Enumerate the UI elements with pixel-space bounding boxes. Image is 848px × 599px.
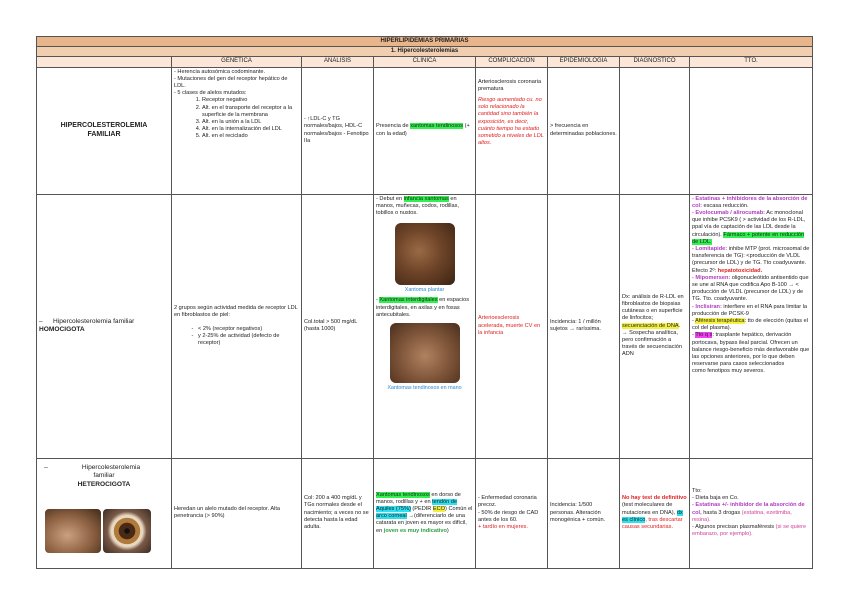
document-page bbox=[36, 36, 812, 569]
row-heading-bold: HETEROCIGOTA bbox=[77, 480, 131, 488]
drug-heading: - Estatinas + inhibidores de la absorción de col: bbox=[692, 195, 808, 209]
title-row bbox=[37, 37, 813, 47]
header-clinica: CLÍNICA bbox=[374, 57, 476, 67]
cell-complicacion-familiar bbox=[476, 67, 548, 194]
highlight-text: Aféresis terapéutica bbox=[695, 318, 745, 325]
text-fragment: en dorso de manos, rodillas y + en bbox=[376, 491, 461, 505]
row-heading-line: familiar bbox=[93, 472, 115, 480]
cell-diagnostico-homocigota bbox=[620, 194, 690, 458]
green-note: joven es muy indicativo bbox=[383, 527, 447, 534]
row-heading-homocigota: – Hipercolesterolemia familiar HOMOCIGOTA bbox=[37, 194, 172, 458]
text-fragment: (+ con la edad) bbox=[376, 123, 470, 137]
xantoma-plantar-photo bbox=[395, 223, 455, 285]
text-line: - Mutaciones del gen del receptor hepático de LDL. bbox=[174, 75, 288, 90]
list-item: 4. Alt. en la internalización del LDL bbox=[202, 126, 299, 133]
hiperlipidemias-table bbox=[36, 36, 813, 569]
tto-paragraph: - Tto q x: trasplante hepático, derivación portocava, bypass ileal parcial. Ofrecen un balance riesgo-beneficio más desfavorable que las opciones anteriores, por lo que deben reservarse para casos seleccionados bbox=[692, 332, 810, 368]
text-fragment: (PEDIR bbox=[410, 505, 433, 512]
text-fragment: oligonucleótido antisentido que se une al RNA que codifica Apo B-100 → < producción de VLDL (precursor de LDL) y de TG. Tto. coadyuvante. bbox=[692, 274, 809, 303]
cell-epidemiologia-heterocigota: Incidencia: 1/500 personas. Alteración monogénica + común. bbox=[548, 458, 620, 568]
text-line: - Herencia autosómica codominante. bbox=[174, 68, 266, 75]
text-fragment: →(diferenciarlo de una catarata en joven es mayor es difícil, en bbox=[376, 513, 467, 534]
red-note: , tras descartar causas secundarias. bbox=[622, 516, 683, 530]
tendon-xanthoma-photo bbox=[45, 509, 101, 553]
list-item: 2. Alt. en el transporte del receptor a la superficie de la membrana bbox=[202, 105, 299, 119]
red-note: No hay test de definitivo bbox=[622, 495, 687, 502]
cell-clinica-homocigota bbox=[374, 194, 476, 458]
red-note: + tardío en mujeres. bbox=[478, 523, 528, 530]
cell-tto-heterocigota bbox=[690, 458, 813, 568]
cell-complicacion-homocigota: Arterioesclerosis acelerada, muerte CV en la infancia bbox=[476, 194, 548, 458]
text-fragment: : trasplante hepático, derivación portocava, bypass ileal parcial. Ofrecen un balance riesgo-beneficio más desfavorable que las opciones anteriores, por lo que deben reservarse para casos seleccionados bbox=[692, 332, 810, 368]
column-header-row bbox=[37, 57, 813, 67]
text-fragment: en espacios interdigitales, en axilas y en fosas antecubitales. bbox=[376, 297, 469, 318]
red-note: hepatotoxicidad. bbox=[717, 267, 763, 274]
tto-paragraph bbox=[692, 304, 810, 318]
cell-genetica-familiar bbox=[172, 67, 302, 194]
drug-heading: - Lomitapide: bbox=[692, 246, 728, 253]
text-line: - Dieta baja en Co. bbox=[692, 495, 739, 502]
cell-clinica-familiar bbox=[374, 67, 476, 194]
header-genetica: GENÉTICA bbox=[172, 57, 302, 67]
text-fragment: hasta 3 drogas bbox=[701, 509, 742, 516]
table-row-homocigota bbox=[37, 194, 813, 458]
text-fragment: Dx: análisis de R-LDL en fibroblastos de biopsias cutáneas o en superficie de linfocitos; bbox=[622, 293, 684, 322]
row-heading-familiar bbox=[37, 67, 172, 194]
header-complicacion: COMPLICACIÓN bbox=[476, 57, 548, 67]
table-title: HIPERLIPIDEMIAS PRIMARIAS bbox=[37, 37, 813, 47]
tto-paragraph bbox=[692, 246, 810, 275]
text-line: Arteriosclerosis coronaria prematura bbox=[478, 78, 542, 92]
list-item: 1. Receptor negativo bbox=[202, 97, 299, 104]
tto-paragraph: - Aféresis terapéutica: tto de elección (quitas el col del plasma). bbox=[692, 318, 808, 332]
text-line: 2 grupos según actividad medida de receptor LDL en fibroblastos de piel: bbox=[174, 305, 298, 319]
cell-epidemiologia-familiar: > frecuencia en determinadas poblaciones. bbox=[548, 67, 620, 194]
text-fragment: interfiere en el RNA para limitar la producción de PCSK-9 bbox=[692, 303, 808, 317]
tto-paragraph bbox=[692, 210, 810, 246]
xantoma-mano-photo bbox=[390, 323, 460, 383]
header-blank bbox=[37, 57, 172, 67]
text-fragment: Ac monoclonal que inhibe PCSK9 ( > actividad de los R-LDL, ppal vía de captación de las LDL desde la circulación). bbox=[692, 210, 806, 238]
row-heading-line: Hipercolesterolemia bbox=[81, 463, 141, 471]
cell-diagnostico-familiar bbox=[620, 67, 690, 194]
highlight-text: secuenciación de DNA bbox=[622, 322, 679, 329]
drug-heading: - Estatinas +/- inhibidor de la absorción de col, bbox=[692, 502, 805, 516]
cell-tto-familiar bbox=[690, 67, 813, 194]
cell-tto-homocigota bbox=[690, 194, 813, 458]
row-heading-text: Hipercolesterolemia familiar bbox=[53, 317, 135, 325]
drug-heading: - Mipomersen: bbox=[692, 274, 731, 281]
text-line: - 5 clases de alelos mutados: bbox=[174, 90, 247, 97]
highlight-text: Fármaco + potente en reducción de LDL. bbox=[692, 231, 805, 245]
highlight-text: Xantomas interdigitales bbox=[379, 297, 438, 304]
tto-paragraph bbox=[692, 196, 810, 210]
text-fragment: Presencia de bbox=[376, 123, 411, 130]
highlight-text: xantomas tendinosos bbox=[410, 123, 464, 130]
text-fragment: escasa reducción. bbox=[701, 202, 749, 209]
text-line bbox=[692, 502, 810, 524]
text-fragment: en manos, muñecas, codos, rodillas, tobillos o nustos. bbox=[376, 195, 460, 217]
highlight-text: ECO bbox=[432, 505, 446, 512]
list-item: - y 2-25% de actividad (defecto de receptor) bbox=[198, 333, 299, 347]
row-heading-line: HIPERCOLESTEROLEMIA bbox=[60, 122, 148, 130]
allele-class-list bbox=[174, 97, 299, 140]
text-line bbox=[692, 524, 810, 538]
tto-paragraph bbox=[692, 275, 810, 304]
section-title: 1. Hipercolesterolemias bbox=[37, 47, 813, 57]
photo-caption: Xantoma plantar bbox=[404, 287, 445, 294]
pink-note: (si se quiere embarazo, por ejemplo). bbox=[692, 523, 807, 538]
row-heading-line: FAMILIAR bbox=[87, 130, 121, 138]
red-note: Riesgo aumentado cu. no solo relacionado la cantidad sino también la exposición, es decir, cuánto tiempo ha estado sometido a niveles de LDL altos. bbox=[478, 97, 544, 147]
drug-heading: - Evolocumab / alirocumab: bbox=[692, 210, 766, 217]
header-tto: TTO. bbox=[690, 57, 813, 67]
header-diagnostico: DIAGNÓSTICO bbox=[620, 57, 690, 67]
table-row-familiar bbox=[37, 67, 813, 194]
highlight-text: arco corneal bbox=[376, 513, 407, 520]
cell-diagnostico-heterocigota bbox=[620, 458, 690, 568]
text-line: - 50% de riesgo de CAD antes de los 60. bbox=[478, 509, 539, 523]
image-strip bbox=[45, 509, 169, 556]
pink-note: (estatina, ezetimiba, resina). bbox=[692, 509, 792, 523]
receptor-activity-list bbox=[174, 326, 299, 348]
highlight-text: Xantomas tendinosos bbox=[376, 491, 430, 498]
row-heading-bold: HOMOCIGOTA bbox=[39, 326, 85, 334]
text-fragment: (test moleculares de mutaciones en DNA), bbox=[622, 502, 677, 516]
row-heading-block: – Hipercolesterolemia familiar HETEROCIGOTA bbox=[44, 463, 141, 488]
table-row-heterocigota bbox=[37, 458, 813, 568]
arco-corneal-photo bbox=[103, 509, 151, 553]
highlight-text: dx es clínico bbox=[622, 509, 683, 523]
text-block: - Xantomas interdigitales en espacios interdigitales, en axilas y en fosas antecubitales. bbox=[376, 297, 469, 318]
section-row bbox=[37, 47, 813, 57]
highlight-text: tendón de Aquiles (75%) bbox=[376, 498, 458, 512]
text-fragment: . → Sospecha analítica, pero confirmación a través de secuenciación ADN bbox=[622, 322, 683, 358]
cell-genetica-heterocigota: Heredan un alelo mutado del receptor. Alta penetrancia (> 90%) bbox=[172, 458, 302, 568]
header-epidemiologia: EPIDEMIOLOGÍA bbox=[548, 57, 620, 67]
text-line: - Enfermedad coronaria precoz. bbox=[478, 495, 537, 509]
highlight-text: Tto q x bbox=[695, 332, 713, 339]
photo-caption: Xantomas tendinosos en mano bbox=[387, 385, 462, 392]
cell-clinica-heterocigota bbox=[374, 458, 476, 568]
cell-complicacion-heterocigota bbox=[476, 458, 548, 568]
cell-genetica-homocigota bbox=[172, 194, 302, 458]
drug-heading: - Inclisiran: bbox=[692, 303, 722, 310]
text-fragment: inhibe MTP (prot. microsomal de transferencia de TG): <producción de VLDL (precursor de LDL) y de TG. Tto coadyuvante. Efecto 2º: bbox=[692, 246, 810, 274]
cell-analisis-familiar: - ↑LDL-C y TG normales/bajos, HDL-C normales/bajos - Fenotipo IIa bbox=[302, 67, 374, 194]
text-fragment: ) bbox=[446, 527, 449, 534]
list-item: 5. Alt. en el reciclado bbox=[202, 133, 299, 140]
text-block bbox=[376, 196, 473, 218]
cell-analisis-heterocigota: Col: 200 a 400 mg/dL y TGs normales desde el nacimiento; a veces no se detecta hasta la edad adulta. bbox=[302, 458, 374, 568]
cell-analisis-homocigota: Col.total > 500 mg/dL (hasta 1000) bbox=[302, 194, 374, 458]
tto-paragraph: como fenotipos muy severos. bbox=[692, 368, 765, 375]
list-item: - < 2% (receptor negativos) bbox=[198, 326, 299, 333]
list-item: 3. Alt. en la unión a la LDL bbox=[202, 119, 299, 126]
text-fragment: - Debut en bbox=[376, 195, 404, 202]
cell-epidemiologia-homocigota: Incidencia: 1 / millón sujetos → raríssima. bbox=[548, 194, 620, 458]
row-heading-heterocigota bbox=[37, 458, 172, 568]
text-fragment: ) Común el bbox=[445, 505, 473, 512]
highlight-text: infancia xantomas bbox=[403, 195, 449, 202]
header-analisis: ANÁLISIS bbox=[302, 57, 374, 67]
text-fragment: : tto de elección (quitas el col del plasma). bbox=[692, 318, 808, 332]
text-line: Tto: bbox=[692, 487, 702, 494]
text-fragment: - Algunos precisan plasmaféresis bbox=[692, 523, 776, 530]
